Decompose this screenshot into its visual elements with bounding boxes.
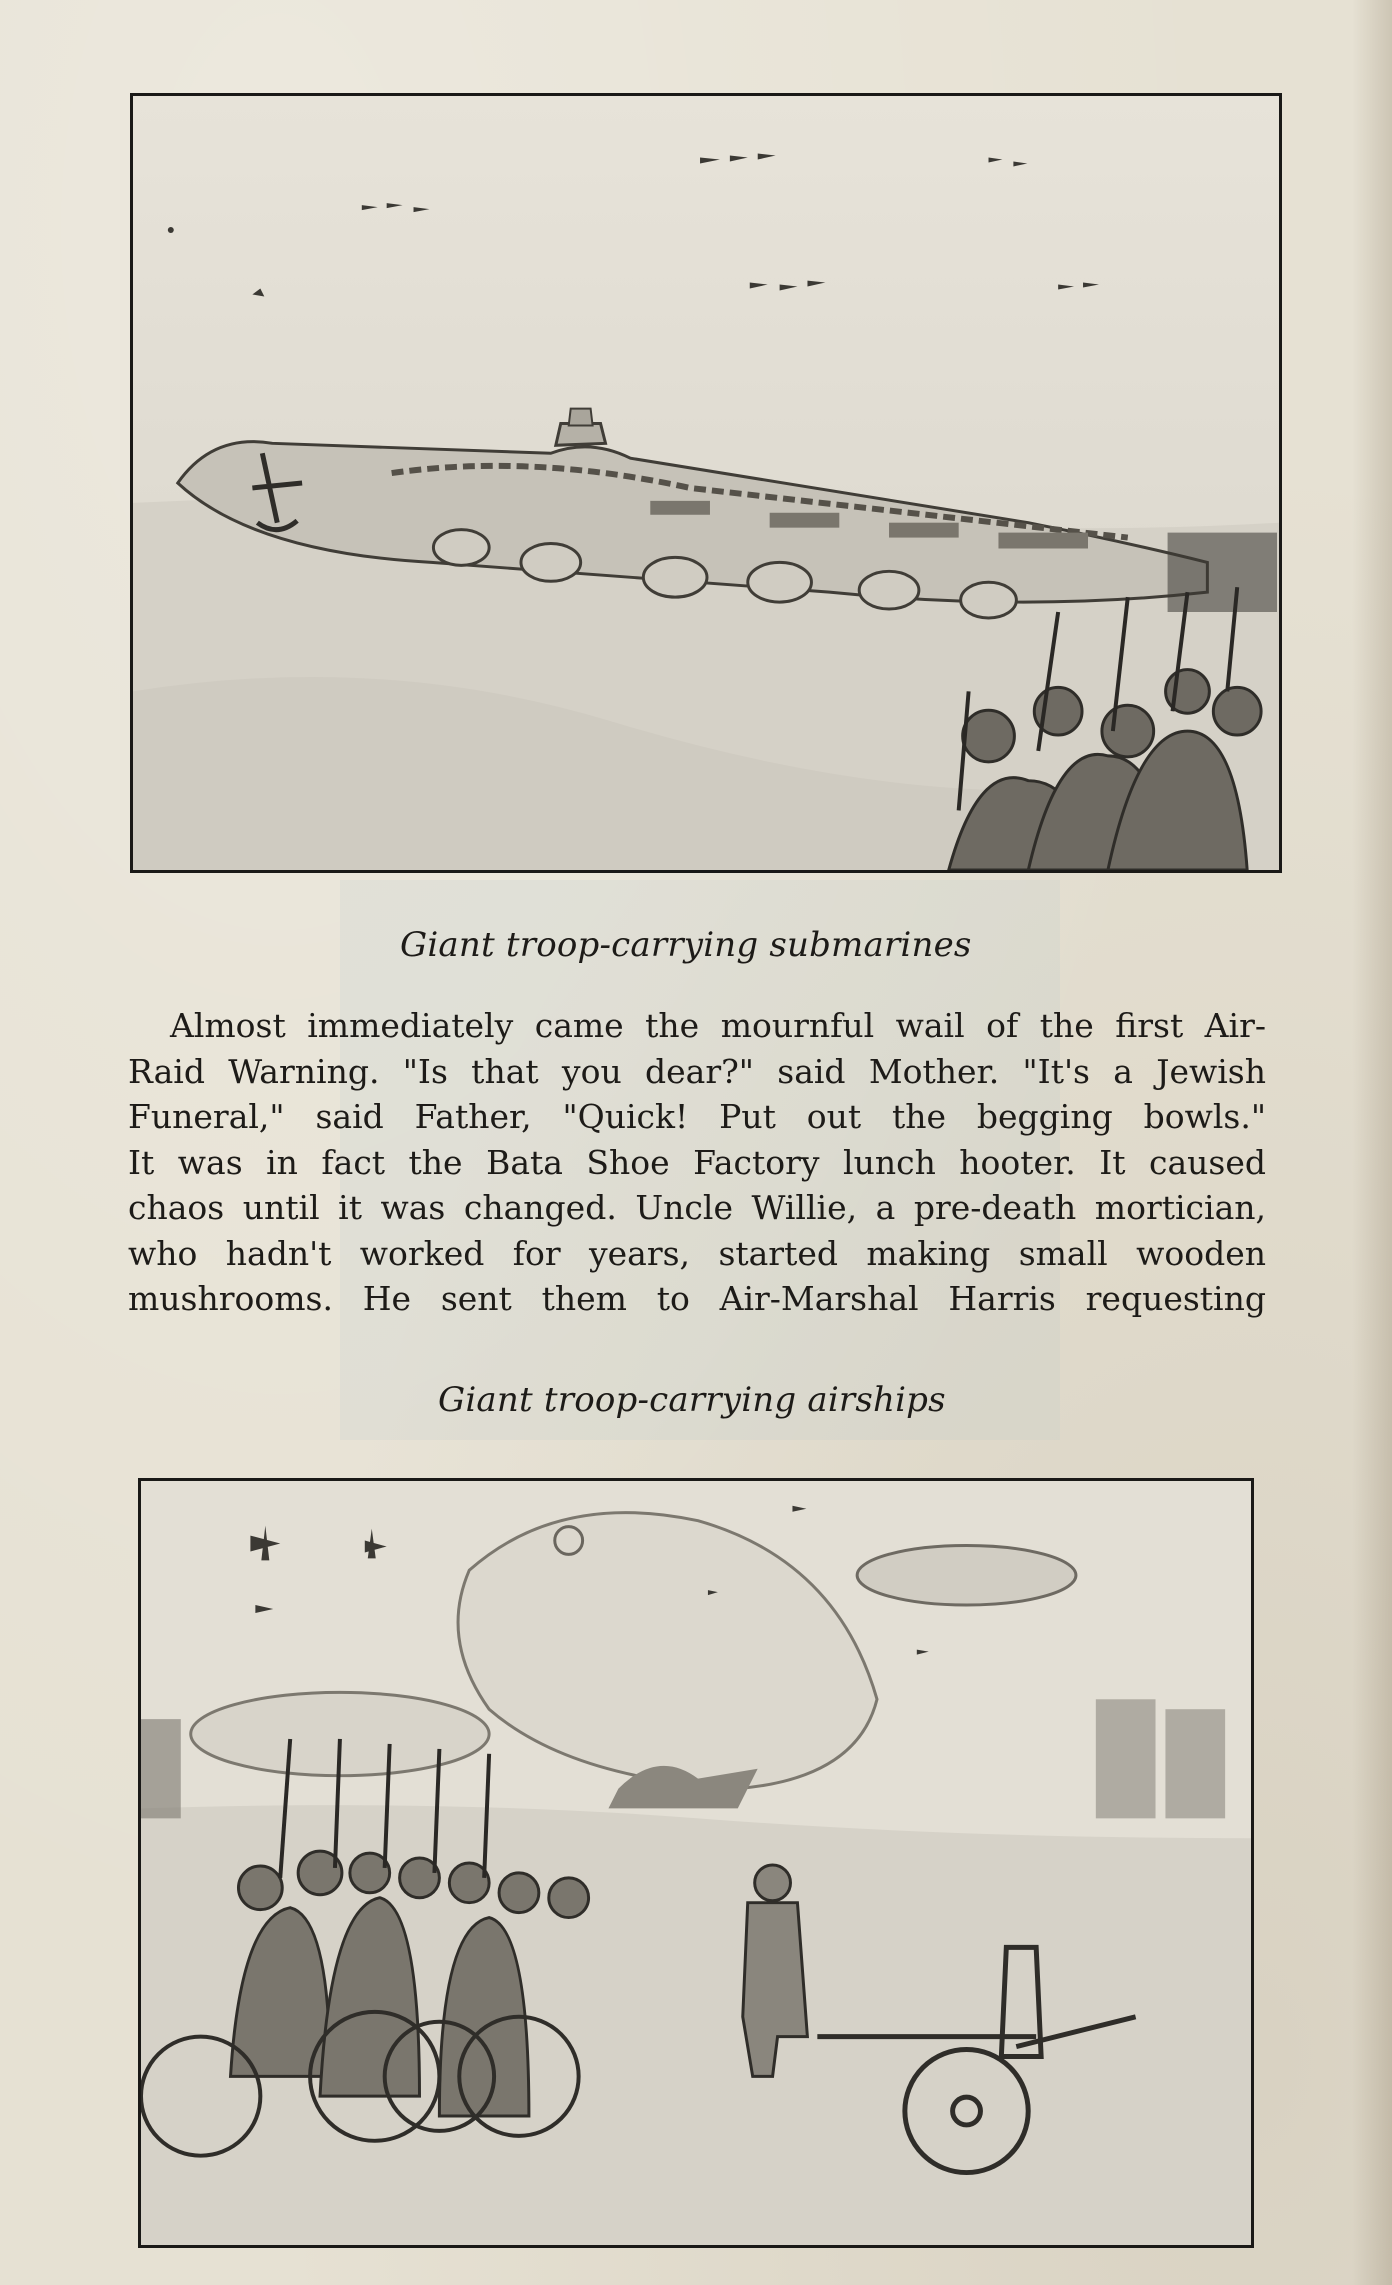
body-line-6: who hadn't worked for years, started making small wooden (128, 1233, 1266, 1273)
body-paragraph (128, 1003, 1266, 1322)
figure-caption-top: Giant troop-carrying submarines (400, 925, 972, 965)
figure-caption-bottom: Giant troop-carrying airships (438, 1380, 946, 1420)
body-line-5: chaos until it was changed. Uncle Willie, a pre-death mortician, (128, 1188, 1266, 1227)
airship-illustration (138, 1478, 1254, 2248)
body-line-4: It was in fact the Bata Shoe Factory lunch hooter. It caused (128, 1142, 1266, 1182)
submarine-illustration (130, 93, 1282, 873)
submarine-drawing-icon (133, 96, 1279, 870)
body-line-1: Almost immediately came the mournful wail of the first Air- (170, 1006, 1266, 1045)
body-line-2: Raid Warning. "Is that you dear?" said Mother. "It's a Jewish (128, 1051, 1266, 1091)
body-line-7: mushrooms. He sent them to Air-Marshal Harris requesting (128, 1279, 1266, 1318)
body-line-3: Funeral," said Father, "Quick! Put out the begging bowls." (128, 1097, 1266, 1136)
page-edge-shadow (1352, 0, 1392, 2285)
airship-drawing-icon (141, 1481, 1251, 2245)
